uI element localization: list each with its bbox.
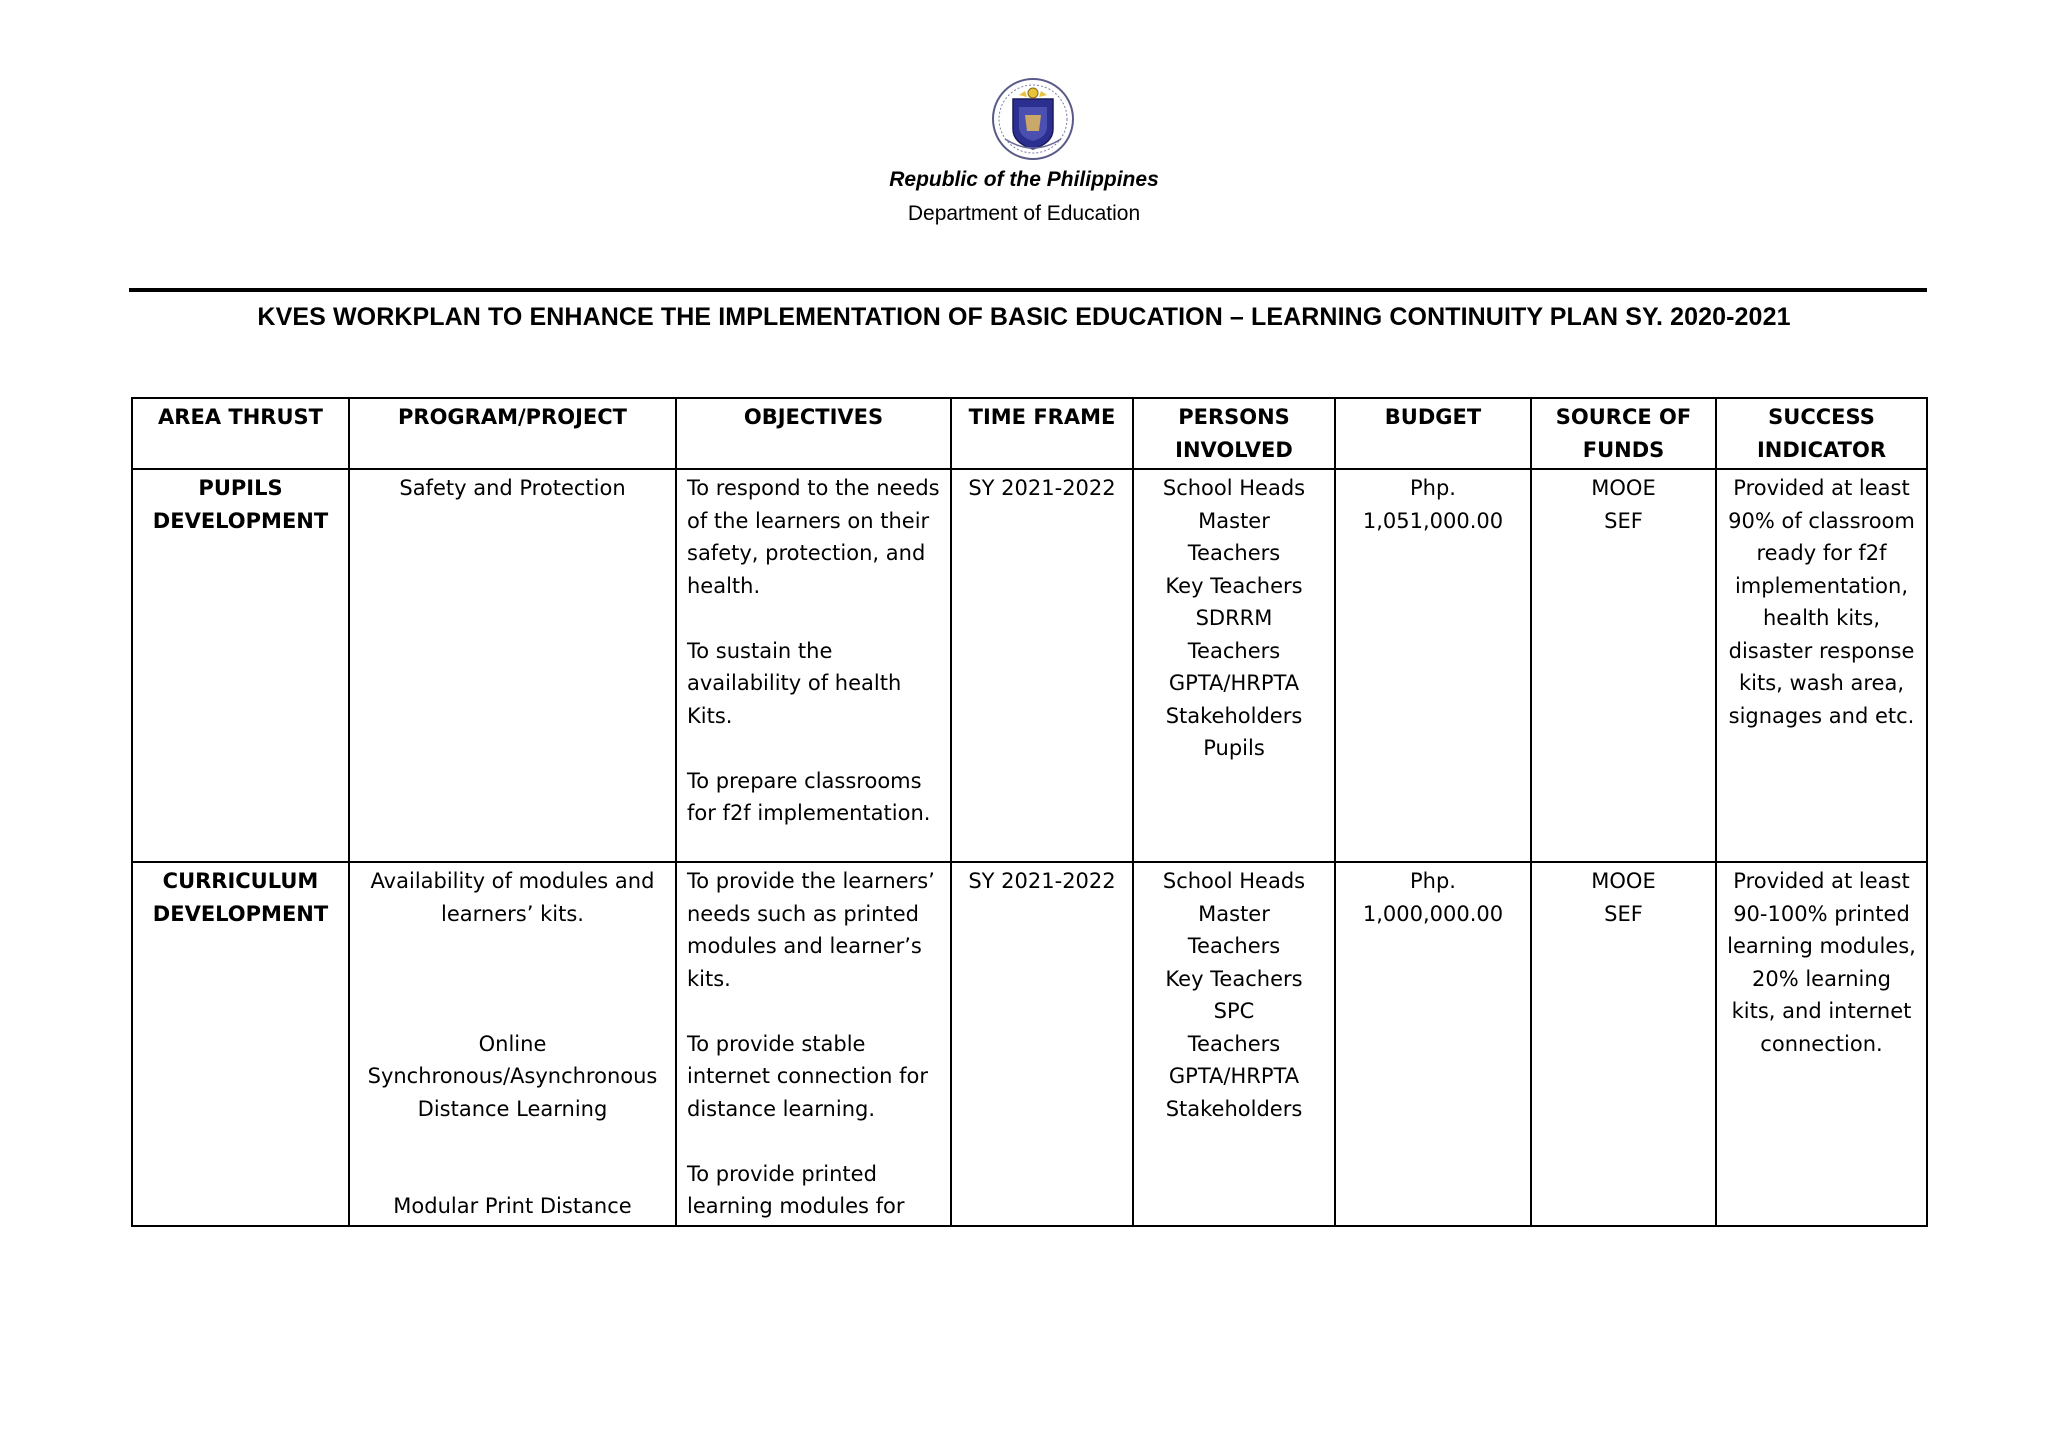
table-row [132,862,1927,1226]
program-cell: Safety and Protection [349,469,676,862]
success-indicator-cell: Provided at least 90% of classroom ready for f2f implementation, health kits, disaster response kits, wash area, signages and etc. [1716,469,1927,862]
header-program-project: PROGRAM/PROJECT [349,398,676,469]
header-budget: BUDGET [1335,398,1531,469]
source-of-funds-cell: MOOE SEF [1531,862,1716,1226]
deped-seal-logo [983,77,1083,161]
source-of-funds-cell: MOOE SEF [1531,469,1716,862]
table-row [132,469,1927,862]
time-frame-cell: SY 2021-2022 [951,469,1133,862]
area-thrust-cell: CURRICULUM DEVELOPMENT [132,862,349,1226]
header-time-frame: TIME FRAME [951,398,1133,469]
budget-cell: Php. 1,000,000.00 [1335,862,1531,1226]
header-divider [129,288,1927,292]
table-header-row [132,398,1927,469]
header-area-thrust: AREA THRUST [132,398,349,469]
header-department: Department of Education [907,202,1141,225]
header-objectives: OBJECTIVES [676,398,951,469]
workplan-table [131,397,1928,1227]
document-title: KVES WORKPLAN TO ENHANCE THE IMPLEMENTATION OF BASIC EDUCATION – LEARNING CONTINUITY PLAN SY. 2020-2021 [257,303,1791,331]
persons-involved-cell: School Heads Master Teachers Key Teachers SDRRM Teachers GPTA/HRPTA Stakeholders Pupils [1133,469,1335,862]
budget-cell: Php. 1,051,000.00 [1335,469,1531,862]
header-republic: Republic of the Philippines [889,168,1159,191]
header-source-of-funds: SOURCE OF FUNDS [1531,398,1716,469]
objectives-cell: To provide the learners’ needs such as printed modules and learner’s kits. To provide stable internet connection for distance learning. To provide printed learning modules for [676,862,951,1226]
objectives-cell: To respond to the needs of the learners on their safety, protection, and health. To sustain the availability of health Kits. To prepare classrooms for f2f implementation. [676,469,951,862]
header-success-indicator: SUCCESS INDICATOR [1716,398,1927,469]
success-indicator-cell: Provided at least 90-100% printed learning modules, 20% learning kits, and internet connection. [1716,862,1927,1226]
program-cell: Availability of modules and learners’ kits. Online Synchronous/Asynchronous Distance Learning Modular Print Distance [349,862,676,1226]
header-persons-involved: PERSONS INVOLVED [1133,398,1335,469]
persons-involved-cell: School Heads Master Teachers Key Teachers SPC Teachers GPTA/HRPTA Stakeholders [1133,862,1335,1226]
area-thrust-cell: PUPILS DEVELOPMENT [132,469,349,862]
time-frame-cell: SY 2021-2022 [951,862,1133,1226]
